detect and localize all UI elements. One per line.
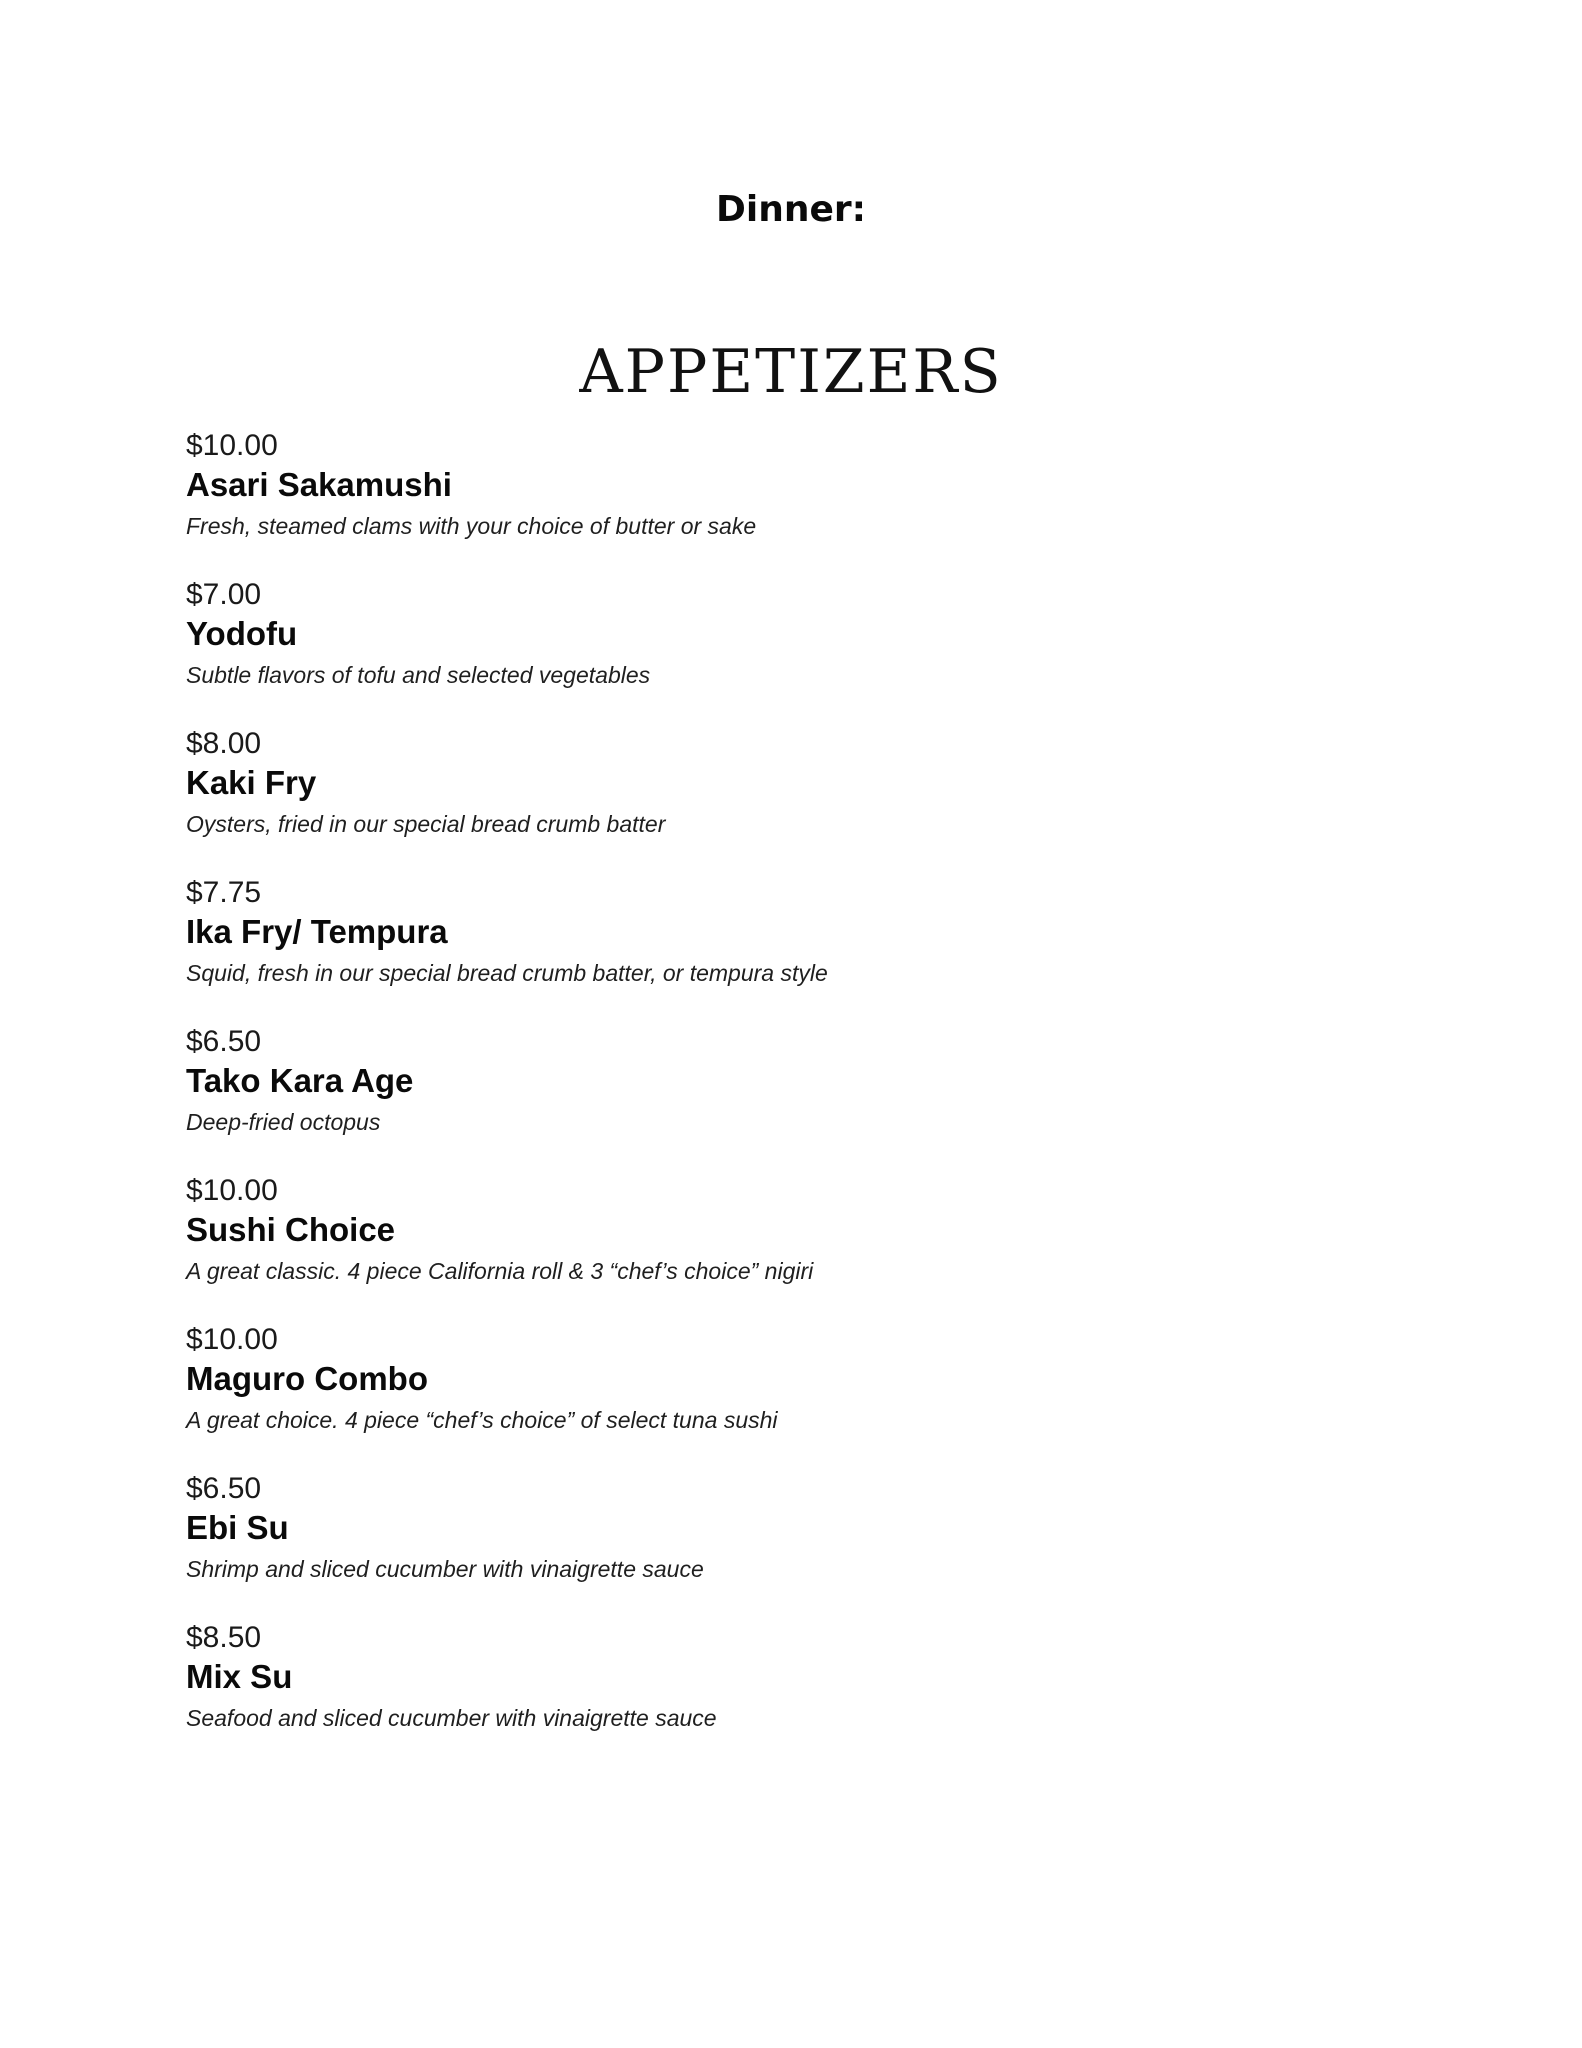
item-price: $7.00 <box>186 578 262 611</box>
item-price: $6.50 <box>186 1472 262 1505</box>
item-price: $8.50 <box>186 1621 262 1654</box>
item-name: Ebi Su <box>186 1509 289 1546</box>
menu-item <box>186 576 1386 725</box>
menu-item <box>186 725 1386 874</box>
item-description: Deep-fried octopus <box>186 1109 381 1135</box>
menu-item <box>186 1619 1386 1768</box>
item-description: Oysters, fried in our special bread crumb batter <box>186 811 666 837</box>
menu-list <box>186 427 1386 1768</box>
menu-item <box>186 874 1386 1023</box>
item-name: Sushi Choice <box>186 1211 396 1248</box>
item-price: $6.50 <box>186 1025 262 1058</box>
menu-item <box>186 1470 1386 1619</box>
menu-item <box>186 1172 1386 1321</box>
section-heading: APPETIZERS <box>579 337 1003 407</box>
item-description: Shrimp and sliced cucumber with vinaigrette sauce <box>186 1556 704 1582</box>
item-name: Maguro Combo <box>186 1360 428 1397</box>
item-name: Ika Fry/ Tempura <box>186 913 448 950</box>
item-price: $10.00 <box>186 1174 278 1207</box>
item-price: $10.00 <box>186 1323 278 1356</box>
menu-item <box>186 1321 1386 1470</box>
item-name: Asari Sakamushi <box>186 466 452 503</box>
item-name: Tako Kara Age <box>186 1062 414 1099</box>
item-description: Subtle flavors of tofu and selected vegetables <box>186 662 651 688</box>
item-description: Fresh, steamed clams with your choice of butter or sake <box>186 513 757 539</box>
item-name: Kaki Fry <box>186 764 317 801</box>
item-description: A great choice. 4 piece “chef’s choice” of select tuna sushi <box>186 1407 778 1433</box>
meal-heading: Dinner: <box>715 189 867 230</box>
menu-item <box>186 1023 1386 1172</box>
item-price: $10.00 <box>186 429 278 462</box>
item-name: Yodofu <box>186 615 298 652</box>
menu-item <box>186 427 1386 576</box>
item-price: $7.75 <box>186 876 262 909</box>
item-price: $8.00 <box>186 727 262 760</box>
item-description: Squid, fresh in our special bread crumb batter, or tempura style <box>186 960 828 986</box>
item-name: Mix Su <box>186 1658 293 1695</box>
item-description: Seafood and sliced cucumber with vinaigrette sauce <box>186 1705 717 1731</box>
item-description: A great classic. 4 piece California roll & 3 “chef’s choice” nigiri <box>186 1258 814 1284</box>
